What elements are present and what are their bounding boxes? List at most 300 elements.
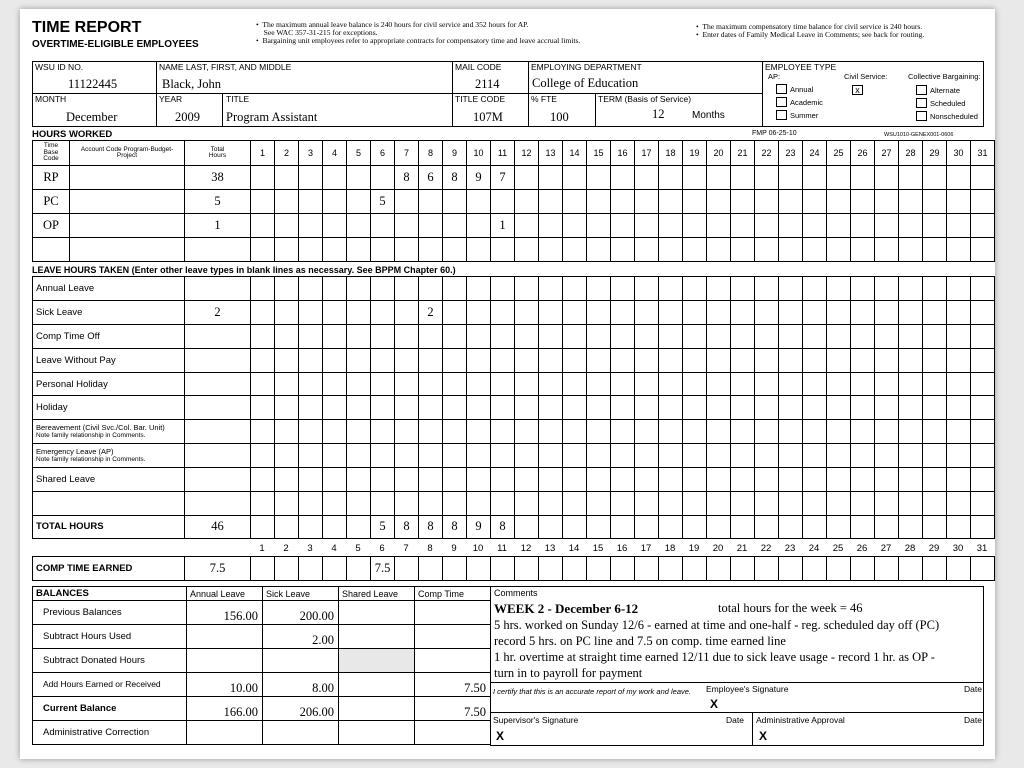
day-cell-27[interactable]	[875, 444, 899, 468]
day-cell-18[interactable]	[659, 190, 683, 214]
day-cell-25[interactable]	[827, 444, 851, 468]
day-cell-24[interactable]	[803, 214, 827, 238]
balance-value-cell[interactable]: 8.00	[263, 673, 339, 697]
day-cell-2[interactable]	[275, 396, 299, 420]
day-cell-16[interactable]	[611, 444, 635, 468]
leave-total-cell[interactable]	[185, 420, 251, 444]
day-cell-21[interactable]	[731, 420, 755, 444]
balance-value-cell[interactable]: 7.50	[415, 697, 491, 721]
day-cell-6[interactable]: 5	[371, 190, 395, 214]
day-cell-24[interactable]	[803, 348, 827, 372]
day-cell-10[interactable]	[467, 372, 491, 396]
day-cell-8[interactable]	[419, 324, 443, 348]
leave-total-cell[interactable]	[185, 492, 251, 516]
day-cell-23[interactable]	[779, 396, 803, 420]
comp-day-cell-25[interactable]	[827, 557, 851, 581]
day-cell-2[interactable]	[275, 238, 299, 262]
day-cell-7[interactable]	[395, 277, 419, 301]
day-cell-5[interactable]	[347, 444, 371, 468]
leave-total-cell[interactable]	[185, 348, 251, 372]
day-cell-15[interactable]	[587, 396, 611, 420]
day-cell-31[interactable]	[971, 444, 995, 468]
time-base-code-cell[interactable]: OP	[33, 214, 70, 238]
comp-day-cell-8[interactable]	[419, 557, 443, 581]
day-cell-6[interactable]	[371, 238, 395, 262]
day-cell-2[interactable]	[275, 348, 299, 372]
time-base-code-cell[interactable]: PC	[33, 190, 70, 214]
day-cell-3[interactable]	[299, 420, 323, 444]
day-cell-17[interactable]	[635, 468, 659, 492]
day-cell-5[interactable]	[347, 300, 371, 324]
day-cell-25[interactable]	[827, 492, 851, 516]
day-cell-16[interactable]	[611, 277, 635, 301]
balance-value-cell[interactable]	[415, 625, 491, 649]
day-cell-30[interactable]	[947, 492, 971, 516]
day-cell-6[interactable]	[371, 396, 395, 420]
day-cell-17[interactable]	[635, 300, 659, 324]
day-cell-16[interactable]	[611, 190, 635, 214]
day-cell-14[interactable]	[563, 324, 587, 348]
day-cell-13[interactable]	[539, 238, 563, 262]
day-cell-7[interactable]	[395, 190, 419, 214]
day-cell-14[interactable]	[563, 214, 587, 238]
comp-day-cell-30[interactable]	[947, 557, 971, 581]
leave-total-cell[interactable]	[185, 324, 251, 348]
day-cell-8[interactable]	[419, 396, 443, 420]
day-cell-18[interactable]	[659, 492, 683, 516]
day-cell-20[interactable]	[707, 396, 731, 420]
day-cell-7[interactable]	[395, 348, 419, 372]
leave-total-cell[interactable]	[185, 372, 251, 396]
day-cell-12[interactable]	[515, 300, 539, 324]
day-cell-26[interactable]	[851, 300, 875, 324]
leave-total-cell[interactable]	[185, 468, 251, 492]
day-cell-24[interactable]	[803, 444, 827, 468]
day-cell-26[interactable]	[851, 190, 875, 214]
comp-day-cell-21[interactable]	[731, 557, 755, 581]
comp-day-cell-19[interactable]	[683, 557, 707, 581]
day-cell-6[interactable]	[371, 372, 395, 396]
day-cell-7[interactable]	[395, 492, 419, 516]
day-cell-4[interactable]	[323, 492, 347, 516]
day-cell-26[interactable]	[851, 372, 875, 396]
day-cell-1[interactable]	[251, 238, 275, 262]
day-cell-29[interactable]	[923, 324, 947, 348]
day-cell-11[interactable]: 7	[491, 166, 515, 190]
day-cell-9[interactable]	[443, 300, 467, 324]
total-hours-cell[interactable]: 1	[185, 214, 251, 238]
day-cell-24[interactable]	[803, 492, 827, 516]
day-cell-12[interactable]	[515, 277, 539, 301]
day-cell-16[interactable]	[611, 396, 635, 420]
day-cell-20[interactable]	[707, 324, 731, 348]
ap-academic-checkbox[interactable]	[776, 97, 787, 107]
day-cell-20[interactable]	[707, 468, 731, 492]
comp-day-cell-16[interactable]	[611, 557, 635, 581]
day-cell-21[interactable]	[731, 166, 755, 190]
day-cell-6[interactable]	[371, 324, 395, 348]
day-cell-13[interactable]	[539, 420, 563, 444]
day-cell-29[interactable]	[923, 468, 947, 492]
day-cell-30[interactable]	[947, 238, 971, 262]
day-cell-6[interactable]	[371, 214, 395, 238]
day-cell-21[interactable]	[731, 238, 755, 262]
day-cell-27[interactable]	[875, 492, 899, 516]
day-cell-18[interactable]	[659, 396, 683, 420]
day-cell-19[interactable]	[683, 492, 707, 516]
day-cell-24[interactable]	[803, 468, 827, 492]
account-code-cell[interactable]	[70, 238, 185, 262]
day-cell-29[interactable]	[923, 300, 947, 324]
day-cell-17[interactable]	[635, 166, 659, 190]
day-cell-12[interactable]	[515, 468, 539, 492]
day-cell-7[interactable]	[395, 396, 419, 420]
day-cell-10[interactable]	[467, 420, 491, 444]
comp-day-cell-6[interactable]: 7.5	[371, 557, 395, 581]
day-cell-1[interactable]	[251, 166, 275, 190]
day-cell-11[interactable]	[491, 444, 515, 468]
day-cell-13[interactable]	[539, 214, 563, 238]
day-cell-4[interactable]	[323, 420, 347, 444]
day-cell-25[interactable]	[827, 468, 851, 492]
day-cell-9[interactable]	[443, 492, 467, 516]
day-cell-4[interactable]	[323, 444, 347, 468]
day-cell-8[interactable]	[419, 468, 443, 492]
day-cell-31[interactable]	[971, 372, 995, 396]
day-cell-6[interactable]	[371, 420, 395, 444]
day-cell-25[interactable]	[827, 372, 851, 396]
day-cell-12[interactable]	[515, 238, 539, 262]
day-cell-20[interactable]	[707, 277, 731, 301]
day-cell-4[interactable]	[323, 300, 347, 324]
day-cell-6[interactable]	[371, 300, 395, 324]
day-cell-26[interactable]	[851, 277, 875, 301]
day-cell-17[interactable]	[635, 396, 659, 420]
day-cell-31[interactable]	[971, 300, 995, 324]
day-cell-19[interactable]	[683, 420, 707, 444]
day-cell-10[interactable]	[467, 348, 491, 372]
day-cell-31[interactable]	[971, 348, 995, 372]
day-cell-23[interactable]	[779, 492, 803, 516]
day-cell-22[interactable]	[755, 420, 779, 444]
day-cell-17[interactable]	[635, 492, 659, 516]
day-cell-24[interactable]	[803, 190, 827, 214]
balance-value-cell[interactable]	[339, 673, 415, 697]
day-cell-23[interactable]	[779, 444, 803, 468]
day-cell-13[interactable]	[539, 468, 563, 492]
account-code-cell[interactable]	[70, 190, 185, 214]
balance-value-cell[interactable]: 2.00	[263, 625, 339, 649]
day-cell-8[interactable]	[419, 190, 443, 214]
balance-value-cell[interactable]	[339, 721, 415, 745]
day-cell-14[interactable]	[563, 444, 587, 468]
day-cell-20[interactable]	[707, 238, 731, 262]
comp-day-cell-15[interactable]	[587, 557, 611, 581]
day-cell-16[interactable]	[611, 468, 635, 492]
day-cell-11[interactable]	[491, 300, 515, 324]
day-cell-14[interactable]	[563, 396, 587, 420]
day-cell-11[interactable]	[491, 277, 515, 301]
account-code-cell[interactable]	[70, 214, 185, 238]
day-cell-10[interactable]: 9	[467, 166, 491, 190]
supervisor-signature-field[interactable]: X	[496, 729, 505, 743]
day-cell-27[interactable]	[875, 420, 899, 444]
day-cell-15[interactable]	[587, 238, 611, 262]
day-cell-6[interactable]	[371, 277, 395, 301]
day-cell-17[interactable]	[635, 348, 659, 372]
day-cell-24[interactable]	[803, 324, 827, 348]
day-cell-2[interactable]	[275, 444, 299, 468]
balance-value-cell[interactable]: 156.00	[187, 601, 263, 625]
day-cell-8[interactable]	[419, 444, 443, 468]
day-cell-10[interactable]	[467, 277, 491, 301]
day-cell-20[interactable]	[707, 492, 731, 516]
day-cell-7[interactable]	[395, 300, 419, 324]
day-cell-10[interactable]	[467, 492, 491, 516]
day-cell-22[interactable]	[755, 190, 779, 214]
day-cell-27[interactable]	[875, 166, 899, 190]
day-cell-16[interactable]	[611, 166, 635, 190]
day-cell-12[interactable]	[515, 420, 539, 444]
day-cell-23[interactable]	[779, 190, 803, 214]
day-cell-12[interactable]	[515, 190, 539, 214]
day-cell-26[interactable]	[851, 324, 875, 348]
day-cell-1[interactable]	[251, 277, 275, 301]
day-cell-3[interactable]	[299, 396, 323, 420]
leave-total-cell[interactable]	[185, 444, 251, 468]
day-cell-11[interactable]	[491, 420, 515, 444]
day-cell-7[interactable]: 8	[395, 166, 419, 190]
day-cell-18[interactable]	[659, 238, 683, 262]
day-cell-1[interactable]	[251, 372, 275, 396]
day-cell-9[interactable]	[443, 468, 467, 492]
day-cell-31[interactable]	[971, 324, 995, 348]
day-cell-5[interactable]	[347, 420, 371, 444]
day-cell-25[interactable]	[827, 166, 851, 190]
day-cell-23[interactable]	[779, 238, 803, 262]
balance-value-cell[interactable]	[263, 649, 339, 673]
day-cell-15[interactable]	[587, 348, 611, 372]
day-cell-23[interactable]	[779, 277, 803, 301]
day-cell-14[interactable]	[563, 166, 587, 190]
day-cell-4[interactable]	[323, 166, 347, 190]
day-cell-16[interactable]	[611, 372, 635, 396]
day-cell-3[interactable]	[299, 348, 323, 372]
day-cell-7[interactable]	[395, 420, 419, 444]
day-cell-24[interactable]	[803, 300, 827, 324]
day-cell-23[interactable]	[779, 214, 803, 238]
day-cell-13[interactable]	[539, 300, 563, 324]
day-cell-31[interactable]	[971, 396, 995, 420]
day-cell-7[interactable]	[395, 214, 419, 238]
day-cell-1[interactable]	[251, 300, 275, 324]
day-cell-30[interactable]	[947, 444, 971, 468]
day-cell-5[interactable]	[347, 348, 371, 372]
day-cell-27[interactable]	[875, 300, 899, 324]
day-cell-12[interactable]	[515, 324, 539, 348]
day-cell-6[interactable]	[371, 492, 395, 516]
day-cell-25[interactable]	[827, 214, 851, 238]
day-cell-11[interactable]	[491, 492, 515, 516]
day-cell-25[interactable]	[827, 396, 851, 420]
day-cell-30[interactable]	[947, 468, 971, 492]
day-cell-20[interactable]	[707, 190, 731, 214]
comp-day-cell-7[interactable]	[395, 557, 419, 581]
comp-day-cell-22[interactable]	[755, 557, 779, 581]
day-cell-22[interactable]	[755, 468, 779, 492]
day-cell-10[interactable]	[467, 238, 491, 262]
day-cell-27[interactable]	[875, 238, 899, 262]
day-cell-28[interactable]	[899, 396, 923, 420]
day-cell-15[interactable]	[587, 190, 611, 214]
day-cell-1[interactable]	[251, 190, 275, 214]
day-cell-30[interactable]	[947, 372, 971, 396]
day-cell-19[interactable]	[683, 190, 707, 214]
day-cell-30[interactable]	[947, 277, 971, 301]
day-cell-11[interactable]	[491, 238, 515, 262]
day-cell-11[interactable]	[491, 372, 515, 396]
ap-summer-checkbox[interactable]	[776, 110, 787, 120]
day-cell-13[interactable]	[539, 324, 563, 348]
day-cell-15[interactable]	[587, 372, 611, 396]
day-cell-26[interactable]	[851, 166, 875, 190]
day-cell-16[interactable]	[611, 420, 635, 444]
day-cell-29[interactable]	[923, 238, 947, 262]
cb-scheduled-checkbox[interactable]	[916, 98, 927, 108]
day-cell-26[interactable]	[851, 396, 875, 420]
day-cell-28[interactable]	[899, 277, 923, 301]
day-cell-3[interactable]	[299, 277, 323, 301]
day-cell-7[interactable]	[395, 372, 419, 396]
time-base-code-cell[interactable]	[33, 238, 70, 262]
day-cell-27[interactable]	[875, 372, 899, 396]
balance-value-cell[interactable]	[263, 721, 339, 745]
day-cell-14[interactable]	[563, 420, 587, 444]
day-cell-21[interactable]	[731, 396, 755, 420]
day-cell-25[interactable]	[827, 324, 851, 348]
day-cell-12[interactable]	[515, 492, 539, 516]
day-cell-19[interactable]	[683, 372, 707, 396]
day-cell-9[interactable]	[443, 238, 467, 262]
day-cell-27[interactable]	[875, 468, 899, 492]
day-cell-1[interactable]	[251, 348, 275, 372]
day-cell-21[interactable]	[731, 190, 755, 214]
day-cell-31[interactable]	[971, 468, 995, 492]
day-cell-3[interactable]	[299, 492, 323, 516]
day-cell-27[interactable]	[875, 324, 899, 348]
day-cell-28[interactable]	[899, 348, 923, 372]
day-cell-20[interactable]	[707, 444, 731, 468]
day-cell-29[interactable]	[923, 348, 947, 372]
day-cell-21[interactable]	[731, 492, 755, 516]
day-cell-13[interactable]	[539, 166, 563, 190]
day-cell-20[interactable]	[707, 348, 731, 372]
day-cell-29[interactable]	[923, 277, 947, 301]
balance-value-cell[interactable]	[339, 625, 415, 649]
day-cell-31[interactable]	[971, 420, 995, 444]
comp-day-cell-31[interactable]	[971, 557, 995, 581]
day-cell-28[interactable]	[899, 166, 923, 190]
ap-annual-checkbox[interactable]	[776, 84, 787, 94]
day-cell-30[interactable]	[947, 396, 971, 420]
admin-approval-field[interactable]: X	[759, 729, 768, 743]
day-cell-25[interactable]	[827, 190, 851, 214]
day-cell-4[interactable]	[323, 214, 347, 238]
total-hours-cell[interactable]: 5	[185, 190, 251, 214]
day-cell-19[interactable]	[683, 300, 707, 324]
day-cell-5[interactable]	[347, 372, 371, 396]
day-cell-12[interactable]	[515, 166, 539, 190]
day-cell-5[interactable]	[347, 166, 371, 190]
day-cell-9[interactable]	[443, 277, 467, 301]
day-cell-28[interactable]	[899, 492, 923, 516]
day-cell-1[interactable]	[251, 396, 275, 420]
balance-value-cell[interactable]	[339, 649, 415, 673]
day-cell-17[interactable]	[635, 444, 659, 468]
day-cell-29[interactable]	[923, 444, 947, 468]
day-cell-14[interactable]	[563, 372, 587, 396]
cb-nonscheduled-checkbox[interactable]	[916, 111, 927, 121]
day-cell-2[interactable]	[275, 468, 299, 492]
account-code-cell[interactable]	[70, 166, 185, 190]
day-cell-3[interactable]	[299, 214, 323, 238]
day-cell-28[interactable]	[899, 444, 923, 468]
comp-day-cell-3[interactable]	[299, 557, 323, 581]
comp-day-cell-13[interactable]	[539, 557, 563, 581]
balance-value-cell[interactable]: 10.00	[187, 673, 263, 697]
day-cell-20[interactable]	[707, 420, 731, 444]
day-cell-24[interactable]	[803, 420, 827, 444]
day-cell-22[interactable]	[755, 444, 779, 468]
day-cell-29[interactable]	[923, 190, 947, 214]
day-cell-18[interactable]	[659, 324, 683, 348]
day-cell-27[interactable]	[875, 214, 899, 238]
day-cell-2[interactable]	[275, 300, 299, 324]
day-cell-30[interactable]	[947, 348, 971, 372]
day-cell-21[interactable]	[731, 444, 755, 468]
balance-value-cell[interactable]	[415, 601, 491, 625]
day-cell-19[interactable]	[683, 214, 707, 238]
day-cell-3[interactable]	[299, 468, 323, 492]
day-cell-4[interactable]	[323, 238, 347, 262]
day-cell-28[interactable]	[899, 238, 923, 262]
day-cell-17[interactable]	[635, 277, 659, 301]
day-cell-2[interactable]	[275, 214, 299, 238]
day-cell-22[interactable]	[755, 277, 779, 301]
day-cell-3[interactable]	[299, 324, 323, 348]
day-cell-25[interactable]	[827, 348, 851, 372]
day-cell-8[interactable]	[419, 214, 443, 238]
day-cell-5[interactable]	[347, 277, 371, 301]
day-cell-4[interactable]	[323, 277, 347, 301]
day-cell-20[interactable]	[707, 300, 731, 324]
day-cell-28[interactable]	[899, 300, 923, 324]
day-cell-2[interactable]	[275, 166, 299, 190]
day-cell-13[interactable]	[539, 396, 563, 420]
balance-value-cell[interactable]	[339, 601, 415, 625]
day-cell-7[interactable]	[395, 238, 419, 262]
comp-day-cell-29[interactable]	[923, 557, 947, 581]
day-cell-13[interactable]	[539, 492, 563, 516]
day-cell-13[interactable]	[539, 190, 563, 214]
day-cell-27[interactable]	[875, 277, 899, 301]
comp-day-cell-5[interactable]	[347, 557, 371, 581]
day-cell-9[interactable]	[443, 396, 467, 420]
day-cell-3[interactable]	[299, 444, 323, 468]
time-base-code-cell[interactable]: RP	[33, 166, 70, 190]
comp-day-cell-12[interactable]	[515, 557, 539, 581]
day-cell-20[interactable]	[707, 214, 731, 238]
